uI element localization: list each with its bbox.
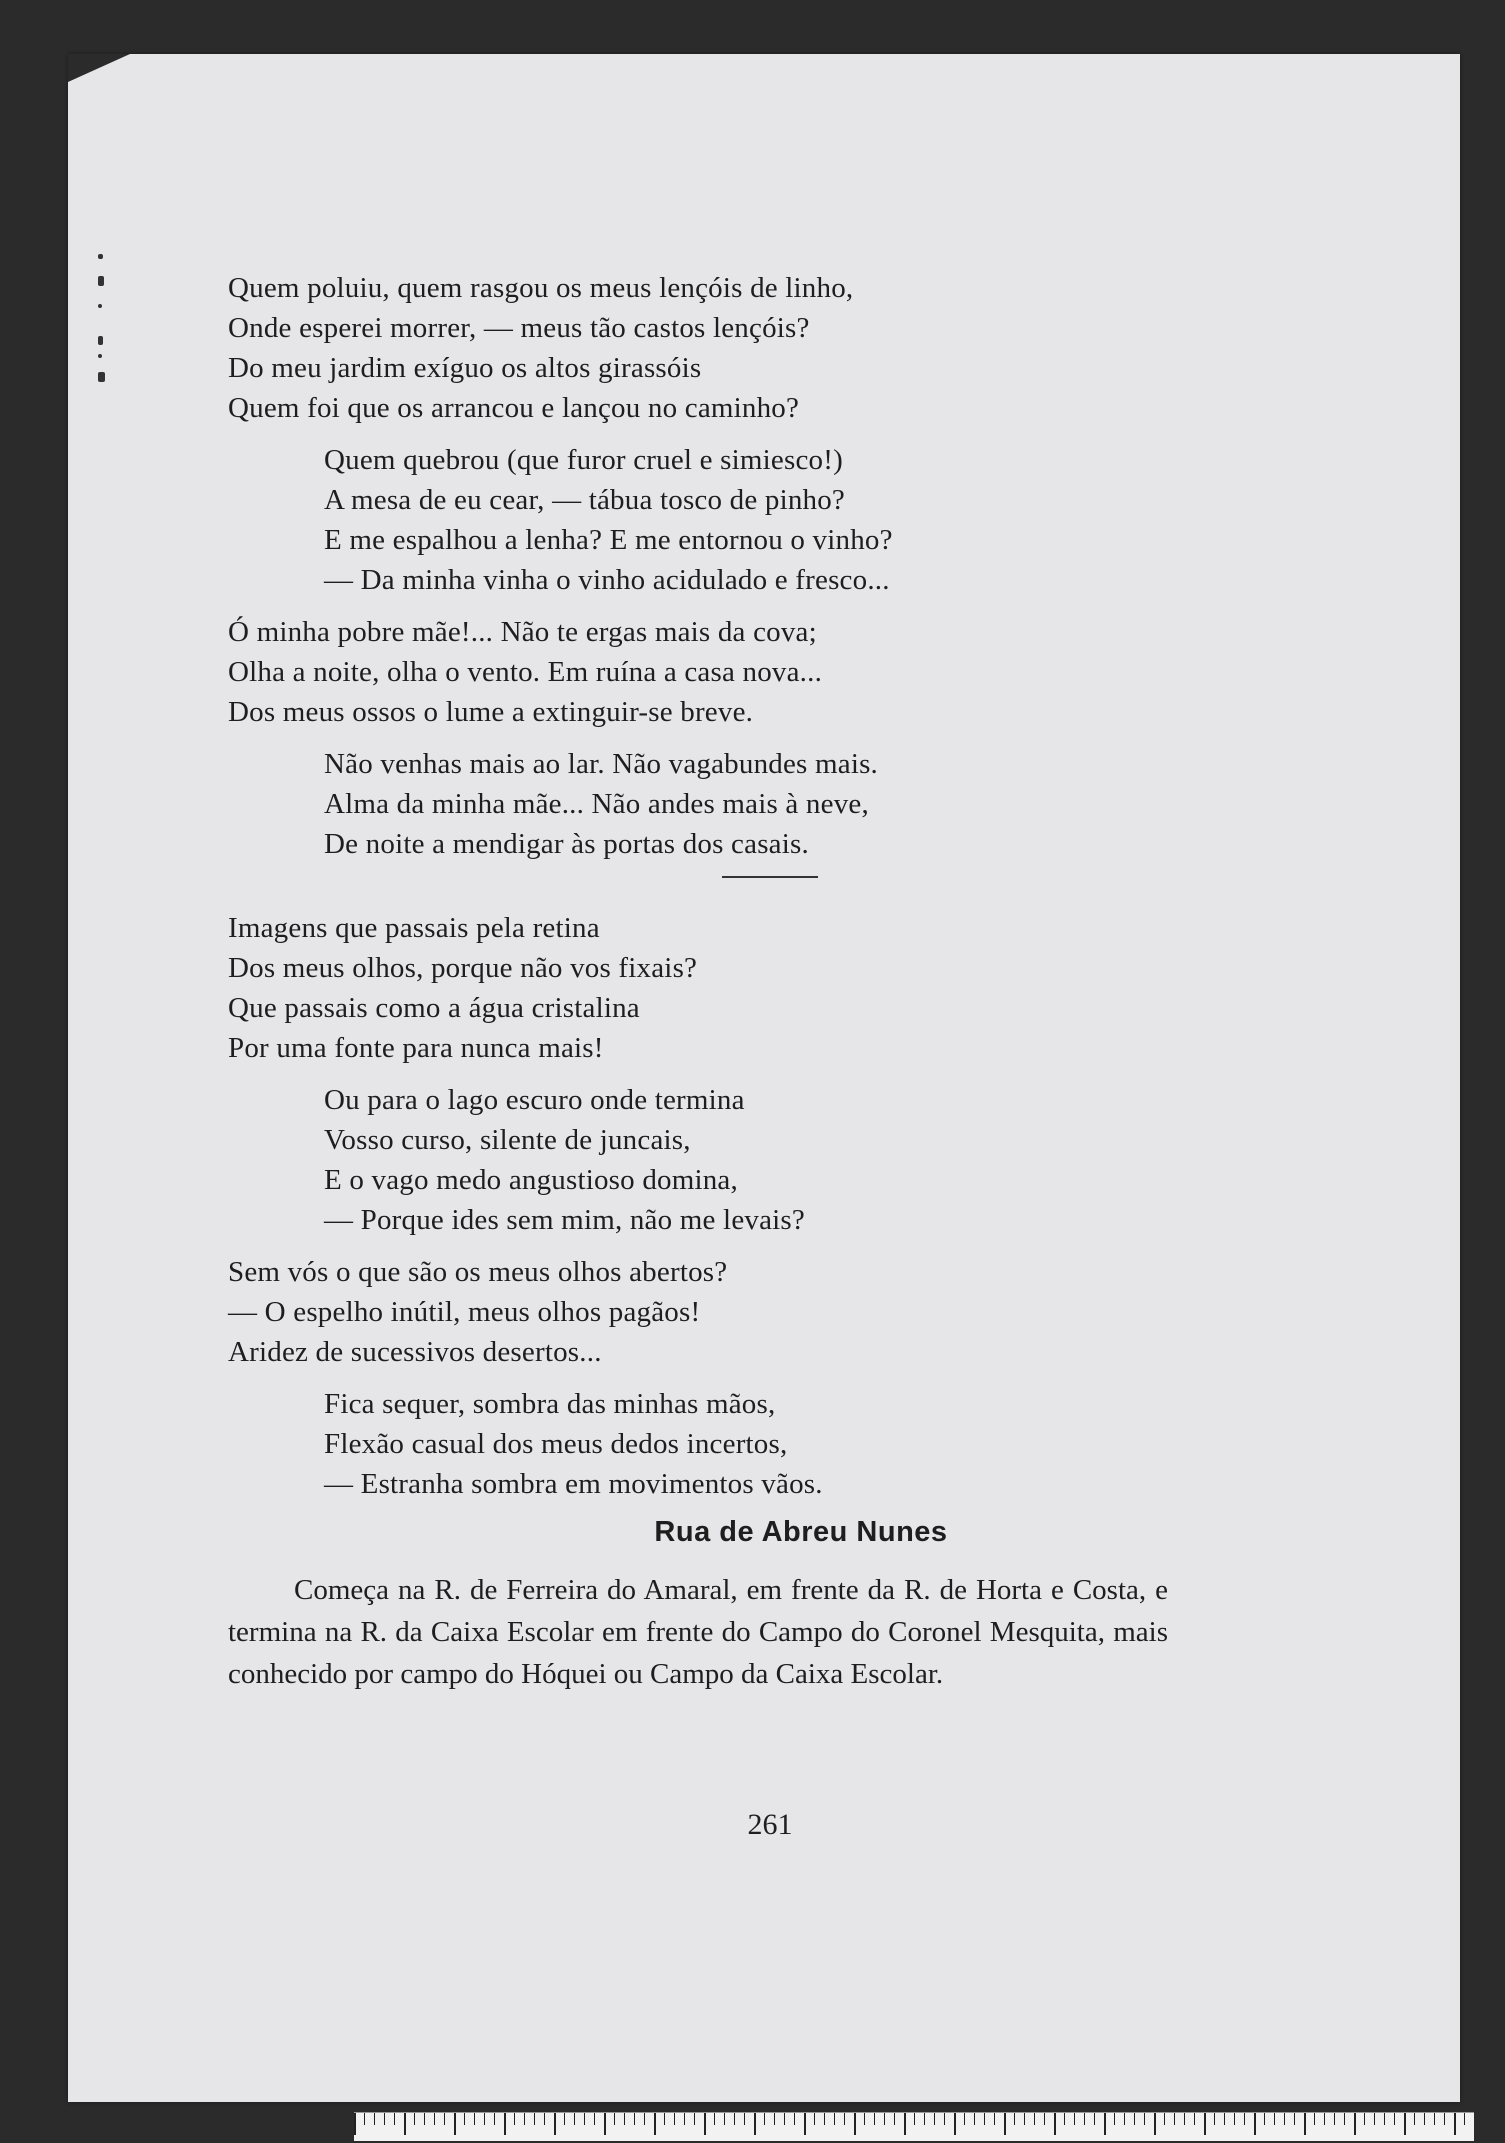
verse-line: Quem poluiu, quem rasgou os meus lençóis de linho, — [228, 272, 854, 304]
verse-line: Ó minha pobre mãe!... Não te ergas mais da cova; — [228, 616, 817, 648]
stanza — [228, 1252, 1248, 1372]
section-divider — [722, 876, 818, 878]
verse-line: E o vago medo angustioso domina, — [324, 1164, 738, 1196]
verse-line: Onde esperei morrer, — meus tão castos lençóis? — [228, 312, 810, 344]
verse-line: — Porque ides sem mim, não me levais? — [324, 1204, 805, 1236]
verse-line: Fica sequer, sombra das minhas mãos, — [324, 1388, 776, 1420]
binding-mark — [98, 354, 102, 358]
binding-mark — [98, 254, 103, 259]
section-paragraph: Começa na R. de Ferreira do Amaral, em frente da R. de Horta e Costa, e termina na R. da Caixa Escolar em frente do Campo do Coronel Mesquita, mais conhecido por campo do Hóquei ou Campo da Caixa Escolar. — [228, 1574, 1168, 1690]
verse-line: Sem vós o que são os meus olhos abertos? — [228, 1256, 728, 1288]
binding-marks — [98, 254, 114, 454]
verse-line: Dos meus olhos, porque não vos fixais? — [228, 952, 698, 984]
verse-line: Flexão casual dos meus dedos incertos, — [324, 1428, 788, 1460]
binding-mark — [98, 372, 105, 382]
verse-line: Que passais como a água cristalina — [228, 992, 640, 1024]
binding-mark — [98, 304, 102, 308]
binding-mark — [98, 276, 104, 286]
text-block — [228, 268, 1248, 1695]
verse-line: Quem foi que os arrancou e lançou no caminho? — [228, 392, 800, 424]
stanza — [228, 1080, 1248, 1240]
verse-line: — Estranha sombra em movimentos vãos. — [324, 1468, 823, 1500]
verse-line: Quem quebrou (que furor cruel e simiesco!) — [324, 444, 843, 476]
poem-one — [228, 268, 1248, 864]
verse-line: Imagens que passais pela retina — [228, 912, 600, 944]
verse-line: Por uma fonte para nunca mais! — [228, 1032, 604, 1064]
verse-line: Ou para o lago escuro onde termina — [324, 1084, 745, 1116]
page-number: 261 — [747, 1808, 793, 1841]
page-corner-fold — [68, 54, 130, 82]
verse-line: Olha a noite, olha o vento. Em ruína a casa nova... — [228, 656, 823, 688]
poem-two — [228, 908, 1248, 1504]
verse-line: A mesa de eu cear, — tábua tosco de pinho? — [324, 484, 845, 516]
verse-line: — Da minha vinha o vinho acidulado e fresco... — [324, 564, 890, 596]
scale-ruler — [354, 2112, 1474, 2141]
verse-line: De noite a mendigar às portas dos casais. — [324, 828, 809, 860]
verse-line: Alma da minha mãe... Não andes mais à neve, — [324, 788, 869, 820]
verse-line: E me espalhou a lenha? E me entornou o vinho? — [324, 524, 893, 556]
verse-line: Do meu jardim exíguo os altos girassóis — [228, 352, 702, 384]
section-heading: Rua de Abreu Nunes — [654, 1516, 948, 1548]
stanza — [228, 744, 1248, 864]
binding-mark — [98, 336, 103, 345]
stanza — [228, 1384, 1248, 1504]
stanza — [228, 908, 1248, 1068]
verse-line: Não venhas mais ao lar. Não vagabundes mais. — [324, 748, 879, 780]
verse-line: Aridez de sucessivos desertos... — [228, 1336, 602, 1368]
stanza — [228, 440, 1248, 600]
verse-line: Dos meus ossos o lume a extinguir-se breve. — [228, 696, 754, 728]
stanza — [228, 612, 1248, 732]
stanza — [228, 268, 1248, 428]
verse-line: Vosso curso, silente de juncais, — [324, 1124, 691, 1156]
verse-line: — O espelho inútil, meus olhos pagãos! — [228, 1296, 701, 1328]
